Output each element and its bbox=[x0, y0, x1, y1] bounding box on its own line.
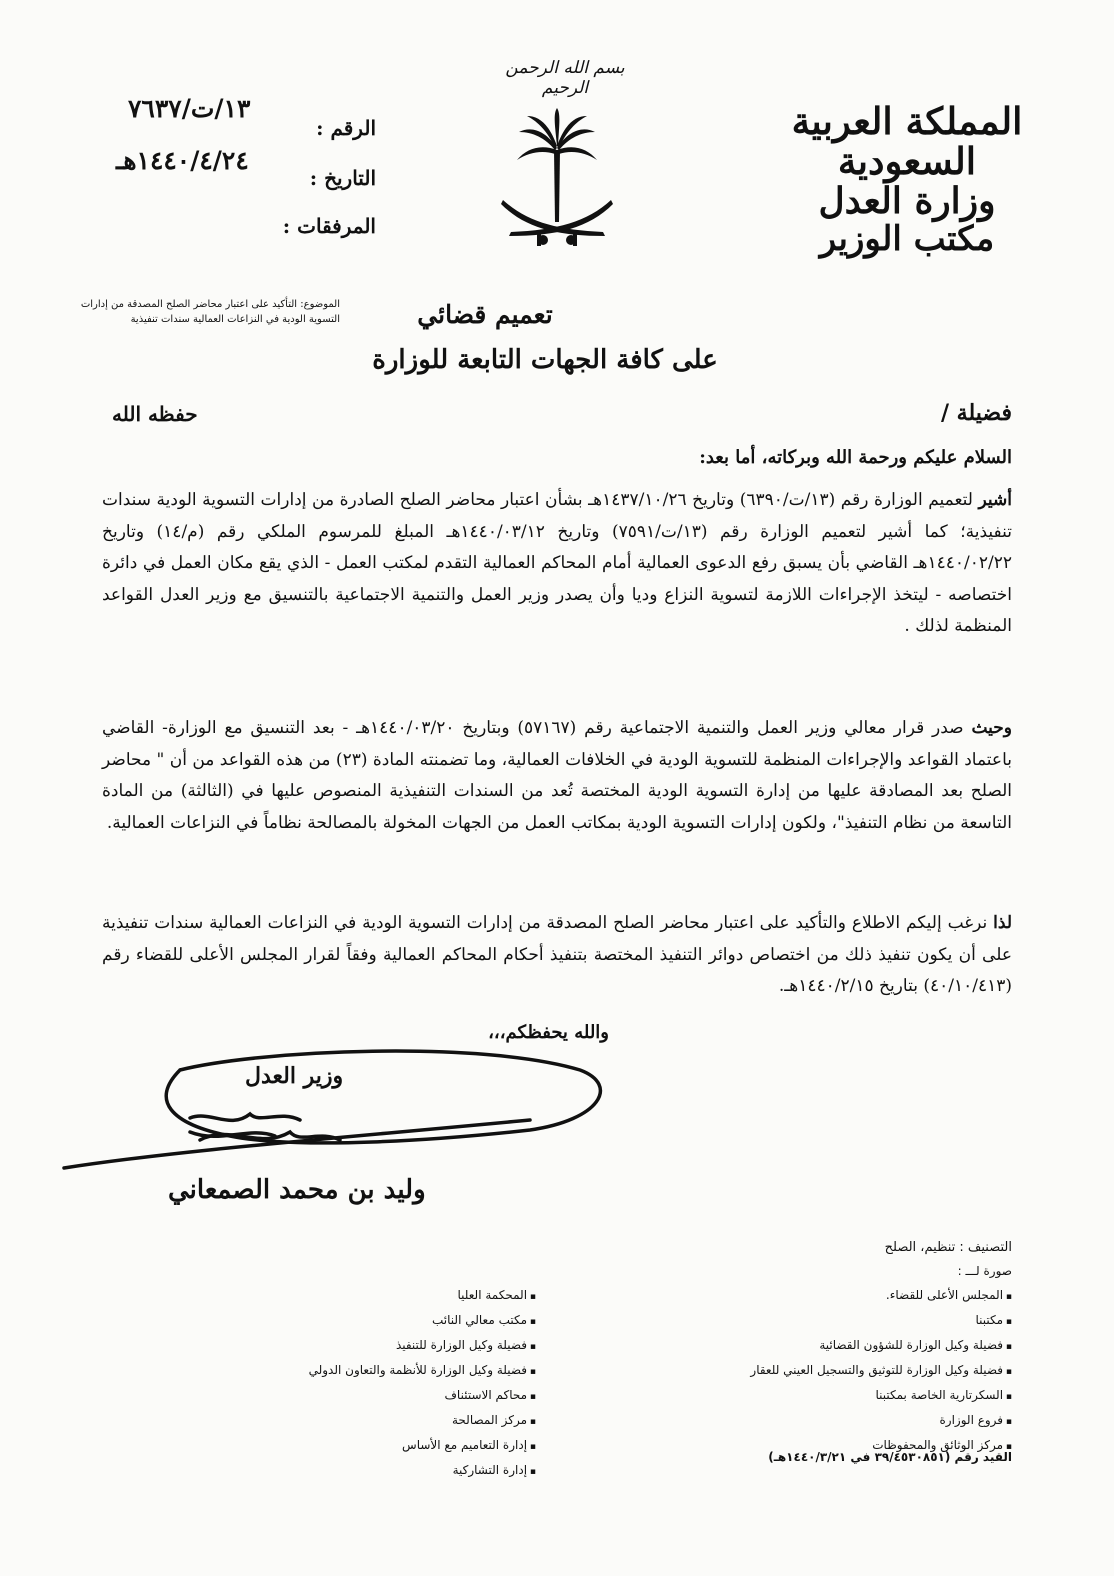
paragraph-2-lead: وحيث bbox=[971, 718, 1012, 738]
subject-line-2: التسوية الودية في النزاعات العمالية سندات تنفيذية bbox=[130, 313, 340, 325]
number-value: ١٣/ت/٧٦٣٧ bbox=[128, 94, 251, 123]
copies-heading: صورة لـــ : bbox=[957, 1264, 1012, 1278]
paragraph-2 bbox=[102, 713, 1012, 839]
subject-line-1: الموضوع: التأكيد على اعتبار محاضر الصلح المصدقة من إدارات bbox=[80, 299, 340, 310]
classification: التصنيف : تنظيم، الصلح bbox=[884, 1240, 1012, 1255]
date-label: التاريخ : bbox=[309, 166, 376, 190]
list-item: ▪ إدارة التعاميم مع الأساس bbox=[309, 1434, 536, 1459]
minister-name: وليد بن محمد الصمعاني bbox=[168, 1175, 426, 1205]
paragraph-3-text: نرغب إليكم الاطلاع والتأكيد على اعتبار محاضر الصلح المصدقة من إدارات التسوية الودية في النزاعات العمالية سندات تنفيذية على أن يكون تنفيذ ذلك من اختصاص دوائر التنفيذ المختصة بتنفيذ أحكام المحاكم العمالية وفقاً لقرار المجلس الأعلى للقضاء رقم (٤٠/١٠/٤١٣) بتاريخ ١٤٤٠/٢/١٥هـ. bbox=[102, 913, 1012, 997]
list-item: ▪ مكتبنا bbox=[750, 1309, 1012, 1334]
paragraph-2-text: صدر قرار معالي وزير العمل والتنمية الاجتماعية رقم (٥٧١٦٧) وبتاريخ ١٤٤٠/٠٣/٢٠هـ - بعد التنسيق مع الوزارة- القاضي باعتماد القواعد والإجراءات المنظمة للتسوية الودية في الخلافات العمالية، وما تضمنته المادة (٢٣) من هذه القواعد من أن " محاضر الصلح بعد المصادقة عليها من إدارة التسوية الودية المختصة تُعد من السندات التنفيذية المنصوص عليها في (الثالثة) من المادة التاسعة من نظام التنفيذ"، ولكون إدارات التسوية الودية بمكاتب العمل من الجهات المخولة بالمصالحة نظاماً في النزاعات العمالية. bbox=[102, 718, 1012, 833]
date-value: ١٤٤٠/٤/٢٤هـ bbox=[116, 146, 249, 175]
saudi-emblem-icon bbox=[497, 104, 617, 254]
list-item: ▪ المجلس الأعلى للقضاء. bbox=[750, 1284, 1012, 1309]
paragraph-3-lead: لذا bbox=[993, 913, 1012, 933]
closing-phrase: والله يحفظكم،،، bbox=[488, 1022, 609, 1043]
number-label: الرقم : bbox=[316, 116, 376, 140]
list-item: ▪ السكرتارية الخاصة بمكتبنا bbox=[750, 1384, 1012, 1409]
list-item: ▪ فضيلة وكيل الوزارة للشؤون القضائية bbox=[750, 1334, 1012, 1359]
basmala: بسم الله الرحمن الرحيم bbox=[505, 58, 625, 98]
distribution-list-right bbox=[750, 1284, 1012, 1459]
list-item: ▪ إدارة التشاركية bbox=[309, 1459, 536, 1484]
list-item: ▪ مكتب معالي النائب bbox=[309, 1309, 536, 1334]
kingdom-name: المملكة العربية السعودية bbox=[791, 99, 1023, 183]
greeting: السلام عليكم ورحمة الله وبركاته، أما بعد: bbox=[699, 447, 1012, 468]
list-item: ▪ فضيلة وكيل الوزارة للتوثيق والتسجيل العيني للعقار bbox=[750, 1359, 1012, 1384]
distribution-list-left bbox=[309, 1284, 536, 1484]
list-item: ▪ فروع الوزارة bbox=[750, 1409, 1012, 1434]
list-item: ▪ مركز الوثائق والمحفوظات bbox=[750, 1434, 1012, 1459]
list-item: ▪ فضيلة وكيل الوزارة للأنظمة والتعاون الدولي bbox=[309, 1359, 536, 1384]
ministry-name: وزارة العدل bbox=[818, 179, 996, 222]
attachments-label: المرفقات : bbox=[282, 214, 376, 238]
addressee: فضيلة / bbox=[940, 400, 1012, 426]
list-item: ▪ مركز المصالحة bbox=[309, 1409, 536, 1434]
office-name: مكتب الوزير bbox=[819, 218, 995, 259]
paragraph-1-lead: أشير bbox=[978, 490, 1013, 510]
paragraph-1 bbox=[102, 485, 1012, 643]
blessing: حفظه الله bbox=[112, 402, 198, 426]
paragraph-3 bbox=[102, 908, 1012, 1003]
minister-title: وزير العدل bbox=[245, 1063, 344, 1089]
letterhead bbox=[742, 99, 1072, 259]
circular-recipients: على كافة الجهات التابعة للوزارة bbox=[372, 345, 718, 375]
list-item: ▪ المحكمة العليا bbox=[309, 1284, 536, 1309]
list-item: ▪ محاكم الاستئناف bbox=[309, 1384, 536, 1409]
list-item: ▪ فضيلة وكيل الوزارة للتنفيذ bbox=[309, 1334, 536, 1359]
record-number: القيد رقم (٣٩/٤٥٣٠٨٥١ في ١٤٤٠/٣/٢١هـ) bbox=[768, 1450, 1012, 1464]
circular-title: تعميم قضائي bbox=[417, 300, 553, 329]
paragraph-1-text: لتعميم الوزارة رقم (١٣/ت/٦٣٩٠) وتاريخ ١٤٣٧/١٠/٢٦هـ بشأن اعتبار محاضر الصلح الصادرة من إدارات التسوية الودية سندات تنفيذية؛ كما أشير لتعميم الوزارة رقم (١٣/ت/٧٥٩١) وتاريخ ١٤٤٠/٠٣/١٢هـ المبلغ للمرسوم الملكي رقم (م/١٤) وتاريخ ١٤٤٠/٠٢/٢٢هـ القاضي بأن يسبق رفع الدعوى العمالية أمام المحاكم العمالية التقدم لمكتب العمل - الذي يقع مكان العمل في دائرة اختصاصه - ليتخذ الإجراءات اللازمة لتسوية النزاع وديا وأن يصدر وزير العمل والتنمية الاجتماعية بالتنسيق مع وزير العدل القواعد المنظمة لذلك . bbox=[102, 490, 1012, 637]
